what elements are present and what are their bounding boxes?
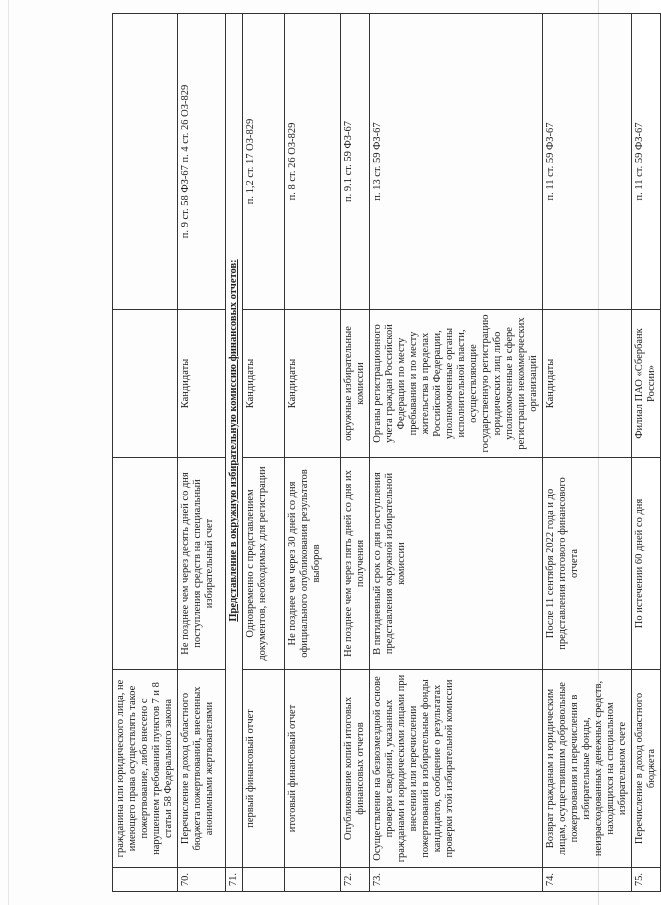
- table-row: [178, 14, 226, 892]
- event-cell: Перечисление в доход областного бюджета пожертвований, внесенных анонимными жертвователями: [178, 670, 226, 868]
- law-cell: п. 11 ст. 59 ФЗ-67: [632, 14, 661, 310]
- row-number: 75.: [632, 868, 661, 892]
- row-number: 72.: [341, 868, 370, 892]
- event-cell: Перечисление в доход областного бюджета: [632, 670, 661, 868]
- section-heading: Представление в окружную избирательную комиссию финансовых отчетов:: [226, 14, 243, 868]
- row-number: 70.: [178, 868, 226, 892]
- deadline-cell: После 11 сентября 2022 года и до представления итогового финансового отчета: [543, 458, 632, 670]
- event-cell: итоговый финансовый отчет: [285, 670, 341, 868]
- deadline-cell: [113, 458, 178, 670]
- table-row: [243, 14, 285, 892]
- executor-cell: Кандидаты: [178, 310, 226, 458]
- row-number: [243, 868, 285, 892]
- table-row: [341, 14, 370, 892]
- executor-cell: [113, 310, 178, 458]
- law-cell: п. 9 ст. 58 ФЗ-67 п. 4 ст. 26 ОЗ-829: [178, 14, 226, 310]
- deadline-cell: Не позднее чем через 30 дней со дня официального опубликования результатов выборов: [285, 458, 341, 670]
- law-cell: п. 1,2 ст. 17 ОЗ-829: [243, 14, 285, 310]
- table-row: [543, 14, 632, 892]
- executor-cell: Филиал ПАО «Сбербанк России»: [632, 310, 661, 458]
- executor-cell: Кандидаты: [285, 310, 341, 458]
- table-row: [632, 14, 661, 892]
- law-cell: п. 9.1 ст. 59 ФЗ-67: [341, 14, 370, 310]
- row-number: 74.: [543, 868, 632, 892]
- deadline-cell: Не позднее чем через пять дней со дня их получения: [341, 458, 370, 670]
- deadline-cell: В пятидневный срок со дня поступления представления окружной избирательной комиссии: [370, 458, 543, 670]
- executor-cell: окружные избирательные комиссии: [341, 310, 370, 458]
- scan-edge-left: [8, 0, 9, 905]
- row-number: 73.: [370, 868, 543, 892]
- election-schedule-table: [112, 13, 661, 892]
- executor-cell: Кандидаты: [243, 310, 285, 458]
- row-number: [285, 868, 341, 892]
- deadline-cell: Не позднее чем через десять дней со дня поступления средств на специальный избирательный счет: [178, 458, 226, 670]
- event-cell: Возврат гражданам и юридическим лицам, осуществившим добровольные пожертвования и перечисления в избирательные фонды, неизрасходованных денежных средств, находящихся на специальном избирательном счете: [543, 670, 632, 868]
- executor-cell: Органы регистрационного учета граждан Российской Федерации по месту пребывания и по месту жительства в пределах Российской Федерации, уполномоченные органы исполнительной власти, осуществляющие государственную регистрацию юридических лиц либо уполномоченные в сфере регистрации некоммерческих организаций: [370, 310, 543, 458]
- event-cell: первый финансовый отчет: [243, 670, 285, 868]
- law-cell: [113, 14, 178, 310]
- row-number: 71.: [226, 868, 243, 892]
- event-cell: Опубликование копий итоговых финансовых отчетов: [341, 670, 370, 868]
- deadline-cell: По истечении 60 дней со дня: [632, 458, 661, 670]
- executor-cell: Кандидаты: [543, 310, 632, 458]
- law-cell: п. 11 ст. 59 ФЗ-67: [543, 14, 632, 310]
- law-cell: п. 13 ст. 59 ФЗ-67: [370, 14, 543, 310]
- event-cell: Осуществление на безвозмездной основе проверки сведений, указанных гражданами и юридическими лицами при внесении или перечислении пожертвований в избирательные фонды кандидатов, сообщение о результатах проверки этой избирательной комиссии: [370, 670, 543, 868]
- rotated-table-container: [112, 14, 657, 892]
- law-cell: п. 8 ст. 26 ОЗ-829: [285, 14, 341, 310]
- row-number: [113, 868, 178, 892]
- table-row: [285, 14, 341, 892]
- event-cell: гражданина или юридического лица, не имеющего права осуществлять такое пожертвование, либо внесено с нарушением требований пунктов 7 и 8 статьи 58 Федерального закона: [113, 670, 178, 868]
- table-row: [370, 14, 543, 892]
- table-row-section: [226, 14, 243, 892]
- table-row: [113, 14, 178, 892]
- deadline-cell: Одновременно с представлением документов, необходимых для регистрации: [243, 458, 285, 670]
